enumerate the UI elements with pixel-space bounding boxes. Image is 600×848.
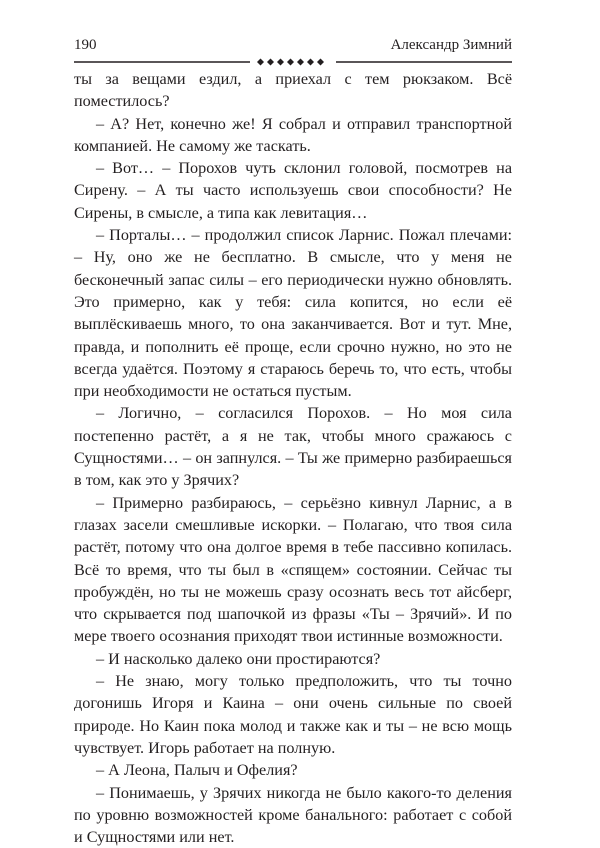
page-number: 190: [74, 37, 97, 54]
paragraph: ты за вещами ездил, а приехал с тем рюкзаком. Всё поместилось?: [74, 68, 512, 113]
paragraph: – А? Нет, конечно же! Я собрал и отправил транспортной компанией. Не самому же таскать.: [74, 113, 512, 158]
paragraph: – И насколько далеко они простираются?: [74, 648, 512, 670]
header-ornament-rule: [74, 58, 512, 66]
paragraph: – Порталы… – продолжил список Ларнис. Пожал плечами: – Ну, оно же не бесплатно. В смысле, что у меня не бесконечный запас силы – его периодически нужно обновлять. Это примерно, как у тебя: сила копится, но если её выплёскиваешь много, то она заканчивается. Вот и тут. Мне, правда, и пополнить её проще, если срочно нужно, но это не всегда удаётся. Поэтому я стараюсь беречь то, что есть, чтобы при необходимости не остаться пустым.: [74, 224, 512, 402]
paragraph: – Логично, – согласился Порохов. – Но моя сила постепенно растёт, а я не так, чтобы много сражаюсь с Сущностями… – он запнулся. – Ты же примерно разбираешься в том, как это у Зрячих?: [74, 402, 512, 491]
paragraph: – А Леона, Палыч и Офелия?: [74, 759, 512, 781]
paragraph: – Не знаю, могу только предположить, что ты точно догонишь Игоря и Каина – они очень сильные по своей природе. Но Каин пока молод и также как и ты – не всю мощь чувствует. Игорь работает на полную.: [74, 670, 512, 759]
author-name: Александр Зимний: [391, 37, 512, 54]
body-text: [74, 68, 512, 848]
paragraph: – Примерно разбираюсь, – серьёзно кивнул Ларнис, а в глазах засели смешливые искорки. – Полагаю, что твоя сила растёт, потому что она долгое время в тебе пассивно копилась. Всё то время, что ты был в «спящем» состоянии. Сейчас ты пробуждён, но ты не можешь сразу осознать весь тот айсберг, что скрывается под шапочкой из фразы «Ты – Зрячий». И по мере твоего осознания приходят твои истинные возможности.: [74, 492, 512, 648]
paragraph: – Понимаешь, у Зрячих никогда не было какого-то деления по уровню возможностей кроме банального: работает с собой и Сущностями или нет.: [74, 782, 512, 848]
running-header: [74, 33, 512, 55]
paragraph: – Вот… – Порохов чуть склонил головой, посмотрев на Сирену. – А ты часто используешь свои способности? Не Сирены, в смысле, а типа как левитация…: [74, 157, 512, 224]
